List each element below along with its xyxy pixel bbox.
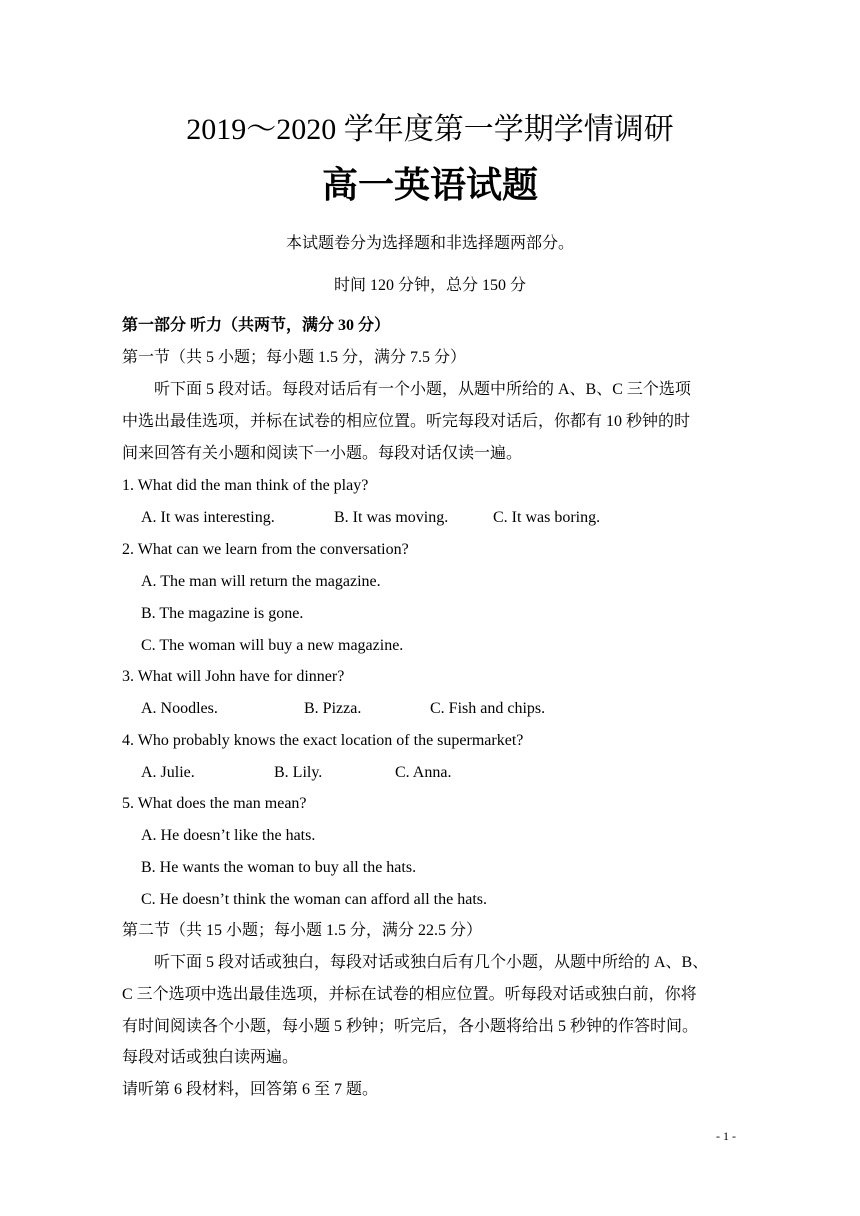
- question-1-option-c: C. It was boring.: [493, 509, 601, 526]
- question-5-option-a: A. He doesn’t like the hats.: [141, 827, 316, 844]
- section2-prompt: 请听第 6 段材料，回答第 6 至 7 题。: [122, 1081, 379, 1098]
- section1-instructions-line: 听下面 5 段对话。每段对话后有一个小题，从题中所给的 A、B、C 三个选项: [154, 381, 691, 398]
- exam-note: 本试题卷分为选择题和非选择题两部分。: [285, 235, 574, 252]
- question-4: 4. Who probably knows the exact location of the supermarket?: [122, 732, 524, 749]
- question-5-option-b: B. He wants the woman to buy all the hats.: [141, 859, 417, 876]
- question-4-option-b: B. Lily.: [274, 764, 323, 781]
- question-2-option-c: C. The woman will buy a new magazine.: [141, 637, 404, 654]
- section2-heading: 第二节（共 15 小题；每小题 1.5 分，满分 22.5 分）: [122, 922, 483, 939]
- section1-heading: 第一节（共 5 小题；每小题 1.5 分，满分 7.5 分）: [122, 349, 467, 366]
- exam-title: 2019～2020 学年度第一学期学情调研: [186, 113, 674, 146]
- question-2-option-a: A. The man will return the magazine.: [141, 573, 381, 590]
- question-4-option-a: A. Julie.: [141, 764, 195, 781]
- section2-instructions-line: 听下面 5 段对话或独白，每段对话或独白后有几个小题，从题中所给的 A、B、: [154, 954, 709, 971]
- question-4-option-c: C. Anna.: [395, 764, 452, 781]
- page-number: - 1 -: [716, 1129, 736, 1143]
- question-1-option-a: A. It was interesting.: [141, 509, 275, 526]
- section2-instructions-line: 每段对话或独白读两遍。: [122, 1049, 299, 1066]
- section2-instructions-line: C 三个选项中选出最佳选项，并标在试卷的相应位置。听每段对话或独白前，你将: [122, 986, 697, 1003]
- question-5-option-c: C. He doesn’t think the woman can afford all the hats.: [141, 891, 487, 908]
- question-3: 3. What will John have for dinner?: [122, 668, 345, 685]
- section1-instructions-line: 中选出最佳选项，并标在试卷的相应位置。听完每段对话后，你都有 10 秒钟的时: [122, 413, 691, 430]
- question-3-option-a: A. Noodles.: [141, 700, 218, 717]
- exam-time-score: 时间 120 分钟，总分 150 分: [333, 277, 526, 294]
- question-2-option-b: B. The magazine is gone.: [141, 605, 304, 622]
- question-1-option-b: B. It was moving.: [334, 509, 449, 526]
- exam-subject-title: 高一英语试题: [321, 165, 538, 206]
- question-5: 5. What does the man mean?: [122, 795, 307, 812]
- question-3-option-c: C. Fish and chips.: [430, 700, 546, 717]
- part1-heading: 第一部分 听力（共两节，满分 30 分）: [122, 317, 391, 334]
- question-3-option-b: B. Pizza.: [304, 700, 362, 717]
- section2-instructions-line: 有时间阅读各个小题，每小题 5 秒钟；听完后，各小题将给出 5 秒钟的作答时间。: [122, 1018, 699, 1035]
- section1-instructions-line: 间来回答有关小题和阅读下一小题。每段对话仅读一遍。: [122, 445, 523, 462]
- question-2: 2. What can we learn from the conversation?: [122, 541, 409, 558]
- question-1: 1. What did the man think of the play?: [122, 477, 369, 494]
